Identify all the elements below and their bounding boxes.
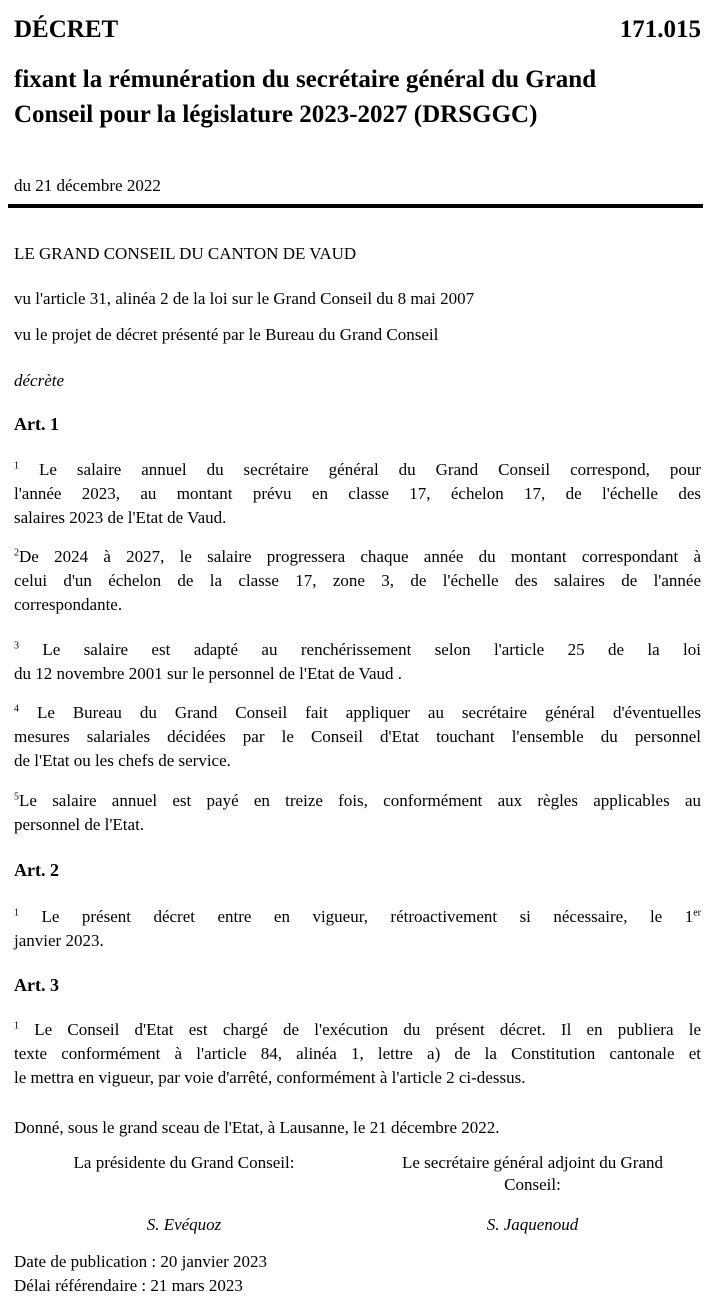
ordinal-suffix: er [693,907,701,919]
paragraph-number: 1 [14,1020,19,1032]
paragraph-number: 4 [14,703,19,715]
paragraph-number: 3 [14,640,19,652]
president-name: S. Evéquoz [146,1215,222,1234]
decrete-word: décrète [14,371,65,390]
art2-paragraph-1: $^1$ Le présent décret entre en vigueur, rétroactivement si nécessaire, le 1er janvier 2023. [14,907,701,950]
president-title: La présidente du Grand Conseil: [73,1153,295,1172]
document-number: 171.015 [619,16,701,43]
signature-right [364,1152,701,1236]
secretary-name: S. Jaquenoud [486,1215,579,1234]
art1-paragraph-2: $^2$De 2024 à 2027, le salaire progressera chaque année du montant correspondant à celui d'un échelon de la classe 17, zone 3, de l'échelle des salaires de l'année correspondante. [14,547,701,614]
given-clause: Donné, sous le grand sceau de l'Etat, à Lausanne, le 21 décembre 2022. [14,1118,500,1137]
article-2-heading: Art. 2 [14,860,59,880]
paragraph-number: 5 [14,791,19,803]
article-3-heading: Art. 3 [14,975,59,995]
referendum-deadline: Délai référendaire : 21 mars 2023 [14,1276,243,1295]
document-type: DÉCRET [14,16,119,43]
secretary-title-line-1: Le secrétaire général adjoint du Grand [401,1153,663,1172]
vu-line-2: vu le projet de décret présenté par le Bureau du Grand Conseil [14,325,439,344]
title-line: Conseil pour la législature 2023-2027 (DRSGGC) [14,101,538,128]
art1-paragraph-4: $^4$ Le Bureau du Grand Conseil fait appliquer au secrétaire général d'éventuelles mesures salariales décidées par le Conseil d'Etat touchant l'ensemble du personnel de l'Etat ou les chefs de service. [14,703,701,770]
header-rule [8,204,703,208]
document-title [14,62,701,132]
art1-paragraph-5: $^5$Le salaire annuel est payé en treize fois, conformément aux règles applicables au personnel de l'Etat. [14,791,701,834]
paragraph-number: 2 [14,547,19,559]
signature-left [24,1152,344,1236]
publication-date: Date de publication : 20 janvier 2023 [14,1252,268,1271]
paragraph-number: 1 [14,460,19,472]
article-1-heading: Art. 1 [14,414,59,434]
authority: LE GRAND CONSEIL DU CANTON DE VAUD [14,244,357,263]
art1-paragraph-3: $^3$ Le salaire est adapté au renchérissement selon l'article 25 de la loi du 12 novembre 2001 sur le personnel de l'Etat de Vaud . [14,640,701,683]
paragraph-number: 1 [14,907,19,919]
vu-line-1: vu l'article 31, alinéa 2 de la loi sur le Grand Conseil du 8 mai 2007 [14,289,475,308]
art3-paragraph-1: $^1$ Le Conseil d'Etat est chargé de l'exécution du présent décret. Il en publiera le texte conformément à l'article 84, alinéa 1, lettre a) de la Constitution cantonale et le mettra en vigueur, par voie d'arrêté, conformément à l'article 2 ci-dessus. [14,1020,701,1087]
decree-date: du 21 décembre 2022 [14,176,161,195]
secretary-title-line-2: Conseil: [504,1175,561,1194]
title-line: fixant la rémunération du secrétaire général du Grand [14,66,597,93]
document-header [14,16,701,48]
art1-paragraph-1: $^1$ Le salaire annuel du secrétaire général du Grand Conseil correspond, pour l'année 2023, au montant prévu en classe 17, échelon 17, de l'échelle des salaires 2023 de l'Etat de Vaud. [14,460,701,527]
